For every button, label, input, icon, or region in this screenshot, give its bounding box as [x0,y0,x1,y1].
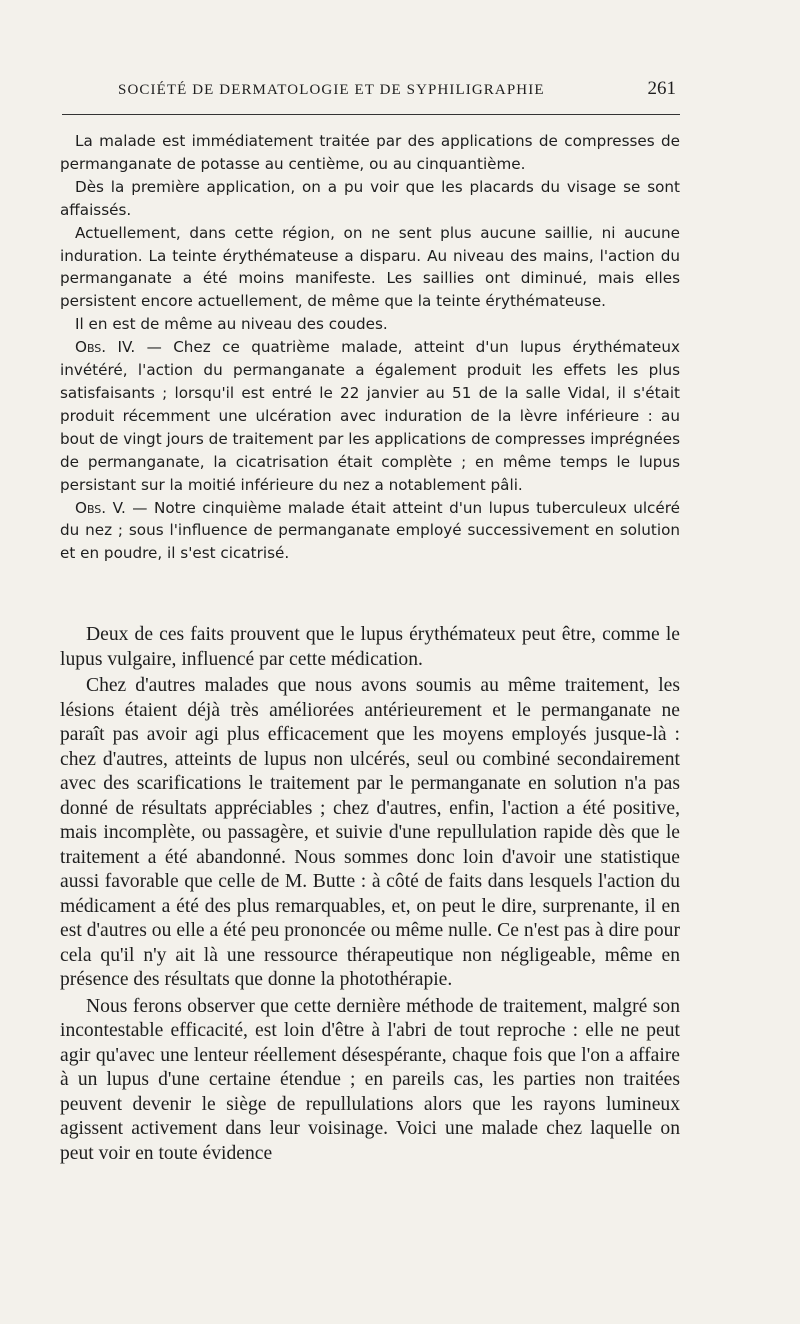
observation-iv [60,336,680,496]
paragraph-other-patients: Chez d'autres malades que nous avons soumis au même traitement, les lésions étaient déjà très améliorées antérieurement et le permanganate ne paraît pas avoir agi plus efficacement que les moyens employés jusque-là : chez d'autres, atteints de lupus non ulcérés, seul ou combiné secondairement avec des scarifications le traitement par le permanganate en solution n'a pas donné de résultats appréciables ; chez d'autres, enfin, l'action a été positive, mais incomplète, ou passagère, et suivie d'une repullulation rapide dès que le traitement a été abandonné. Nous sommes donc loin d'avoir une statistique aussi favorable que celle de M. Butte : à côté de faits dans lesquels l'action du médicament a été des plus remarquables, et, on peut le dire, surprenante, il en est d'autres ou elle a été peu prononcée ou même nulle. Ce n'est pas à dire pour cela qu'il n'y ait là une ressource thérapeutique non négligeable, même en présence des résultats que donne la photothérapie. [60,675,680,990]
running-header [60,78,680,100]
paragraph-elbows: Il en est de même au niveau des coudes. [75,315,388,334]
page-number: 261 [647,78,676,99]
paragraph-phototherapy: Nous ferons observer que cette dernière méthode de traitement, malgré son incontestable efficacité, est loin d'être à l'abri de tout reproche : elle ne peut agir qu'avec une lenteur réellement désespérante, chaque fois que l'on a affaire à un lupus d'une certaine étendue ; en pareils cas, les parties non traitées peuvent devenir le siège de repullulations alors que les rayons lumineux agissent activement dans leur voisinage. Voici une malade chez laquelle on peut voir en toute évidence [60,995,680,1164]
observation-v [60,497,680,566]
paragraph-currently: Actuellement, dans cette région, on ne sent plus aucune saillie, ni aucune induration. La teinte érythémateuse a disparu. Au niveau des mains, l'action du permanganate a été moins manifeste. Les saillies ont diminué, mais elles persistent encore actuellement, de même que la teinte érythémateuse. [60,223,680,311]
header-rule [62,114,680,115]
paragraph-treatment: La malade est immédiatement traitée par des applications de compresses de permanganate de potasse au centième, ou au cinquantième. [60,132,680,173]
observation-v-label: Obs. V. [75,498,126,517]
observation-iv-label: Obs. IV. [75,338,136,357]
paragraph-two-facts: Deux de ces faits prouvent que le lupus érythémateux peut être, comme le lupus vulgaire, influencé par cette médication. [60,624,680,670]
running-title: SOCIÉTÉ DE DERMATOLOGIE ET DE SYPHILIGRAPHIE [118,82,545,98]
observation-iv-text: — Chez ce quatrième malade, atteint d'un lupus érythémateux invétéré, l'action du permanganate a également produit les effets les plus satisfaisants ; lorsqu'il est entré le 22 janvier au 51 de la salle Vidal, il s'était produit récemment une ulcération avec induration de la lèvre inférieure : au bout de vingt jours de traitement par les applications de compresses imprégnées de permanganate, la cicatrisation était complète ; en même temps le lupus persistant sur la moitié inférieure du nez a notablement pâli. [60,338,680,494]
observations-section [60,130,680,565]
discussion-section [60,623,680,1166]
observation-v-text: — Notre cinquième malade était atteint d'un lupus tuberculeux ulcéré du nez ; sous l'influence de permanganate employé successivement en solution et en poudre, il s'est cicatrisé. [60,498,680,563]
paragraph-first-application: Dès la première application, on a pu voir que les placards du visage se sont affaissés. [60,177,680,219]
